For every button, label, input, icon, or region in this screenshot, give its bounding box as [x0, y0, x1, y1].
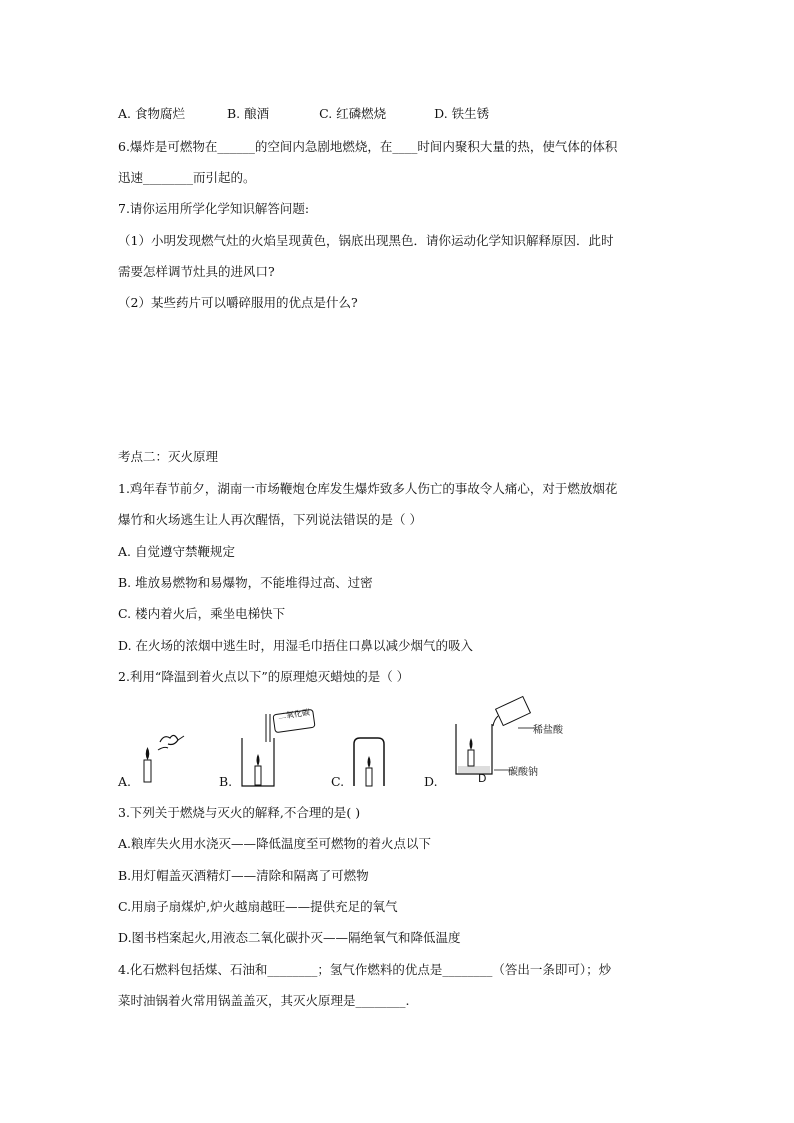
q6-line2: 迅速________而引起的。 [118, 170, 256, 185]
section-title: 考点二：灭火原理 [118, 449, 219, 464]
s2q4-line1: 4.化石燃料包括煤、石油和________；氢气作燃料的优点是________（答出一条即可）；炒 [118, 962, 612, 977]
fig-a-blowing-candle [138, 720, 188, 788]
s2q3-option-b: B.用灯帽盖灭酒精灯——清除和隔离了可燃物 [118, 868, 369, 883]
fig-a-label: A. [118, 774, 132, 789]
s2q4-line2: 菜时油锅着火常用锅盖盖灭，其灭火原理是________. [118, 993, 410, 1008]
s2q3-option-d: D.图书档案起火,用液态二氧化碳扑灭——隔绝氧气和降低温度 [118, 930, 461, 945]
fig-d-acid-label: 稀盐酸 [533, 725, 563, 736]
fig-d-acid-carbonate [448, 688, 558, 790]
fig-c-covered-candle [350, 736, 390, 790]
s2q1-option-b: B. 堆放易燃物和易爆物，不能堆得过高、过密 [118, 575, 373, 590]
s2q1-option-a: A. 自觉遵守禁鞭规定 [118, 544, 235, 559]
fig-b-label: B. [219, 774, 233, 789]
q7-sub1-line1: （1）小明发现燃气灶的火焰呈现黄色，锅底出现黑色．请你运动化学知识解释原因．此时 [118, 233, 614, 248]
q7-intro: 7.请你运用所学化学知识解答问题: [118, 201, 310, 216]
s2q1-option-d: D. 在火场的浓烟中逃生时，用湿毛巾捂住口鼻以减少烟气的吸入 [118, 638, 474, 653]
q7-sub2: （2）某些药片可以嚼碎服用的优点是什么? [118, 295, 358, 310]
fig-d-caption: D [478, 772, 487, 785]
s2q1-line2: 爆竹和火场逃生让人再次醒悟，下列说法错误的是（ ） [118, 512, 422, 527]
q5-options-row [118, 104, 489, 122]
s2q3-option-c: C.用扇子扇煤炉,炉火越扇越旺——提供充足的氧气 [118, 899, 398, 914]
fig-d-salt-label: 碳酸钠 [508, 767, 538, 778]
s2q1-option-c: C. 楼内着火后，乘坐电梯快下 [118, 606, 286, 621]
s2q3-stem: 3.下列关于燃烧与灭火的解释,不合理的是( ) [118, 805, 361, 820]
q5-option-c: C. 红磷燃烧 [319, 106, 387, 121]
q7-sub1-line2: 需要怎样调节灶具的进风口? [118, 264, 275, 279]
fig-d-label: D. [424, 774, 438, 789]
s2q2-stem: 2.利用“降温到着火点以下”的原理熄灭蜡烛的是（ ） [118, 669, 410, 684]
fig-c-label: C. [331, 774, 345, 789]
q6-line1: 6.爆炸是可燃物在______的空间内急剧地燃烧，在____时间内聚积大量的热，使气体的体积 [118, 139, 618, 154]
s2q1-line1: 1.鸡年春节前夕，湖南一市场鞭炮仓库发生爆炸致多人伤亡的事故令人痛心，对于燃放烟花 [118, 481, 618, 496]
q5-option-d: D. 铁生锈 [434, 106, 490, 121]
q5-option-b: B. 酿酒 [226, 106, 270, 121]
fig-b-co2-tag: 二氧化碳 [277, 707, 311, 722]
s2q2-figures [118, 700, 698, 795]
s2q3-option-a: A.粮库失火用水浇灭——降低温度至可燃物的着火点以下 [118, 836, 432, 851]
q5-option-a: A. 食物腐烂 [118, 106, 185, 121]
fig-b-co2-beaker [236, 708, 316, 790]
